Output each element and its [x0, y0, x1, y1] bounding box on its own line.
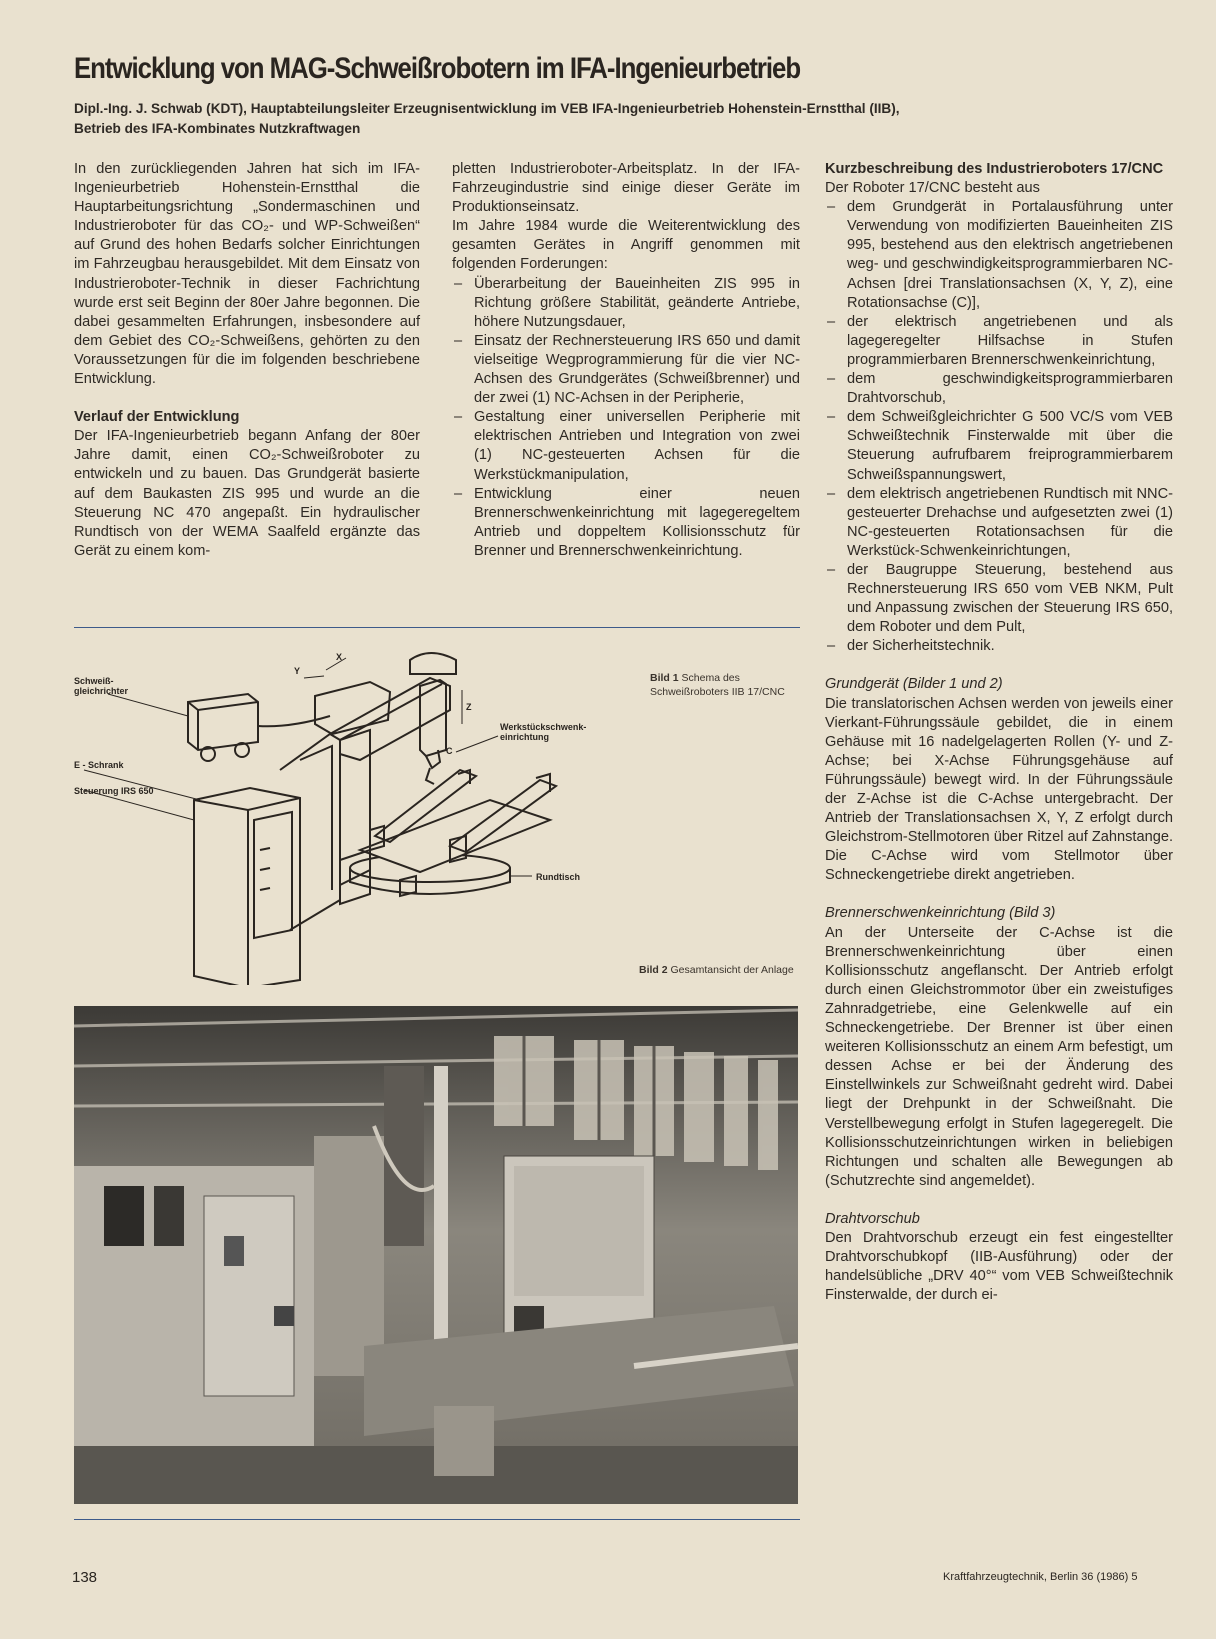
- robot-schematic-drawing: [70, 650, 810, 985]
- list-item: – Gestaltung einer universellen Peripherie mit elektrischen Antrieben und Integration von zwei (1) NC-gesteuerten Achsen für die Werkstückmanipulation,: [452, 408, 800, 484]
- page-number: 138: [72, 1569, 98, 1586]
- column-2: [452, 160, 800, 561]
- author-block: [74, 99, 1134, 139]
- list-item: – dem Grundgerät in Portalausführung unter Verwendung von modifizierten Baueinheiten ZIS 995, bestehend aus den elektrisch angetriebenen weg- und geschwindigkeitsprogrammierbaren NC-Achsen [drei Translationsachsen (X, Y, Z), eine Rotationsachse (C)],: [825, 198, 1173, 313]
- column-3: [825, 160, 1173, 1305]
- requirements-list: [452, 275, 800, 561]
- author-line-2: Betrieb des IFA-Kombinates Nutzkraftwagen: [74, 121, 361, 136]
- label-gleichrichter: [74, 676, 128, 696]
- figure1-caption-text: Schema des Schweißroboters IIB 17/CNC: [650, 672, 785, 698]
- article-title: Entwicklung von MAG-Schweißrobotern im IFA-Ingenieurbetrieb: [74, 52, 801, 85]
- subheading-brennerschwenk: Brennerschwenkeinrichtung (Bild 3): [825, 905, 1056, 922]
- list-item: – der elektrisch angetriebenen und als lagegeregelter Hilfsachse in Stufen programmierbaren Brennerschwenkeinrichtung,: [825, 313, 1173, 370]
- verlauf-paragraph: Der IFA-Ingenieurbetrieb begann Anfang der 80er Jahre damit, einen CO₂-Schweißroboter zu entwickeln und zu bauen. Das Grundgerät basierte auf dem Baukasten ZIS 995 und wurde an die Steuerung NC 470 angepaßt. Ein hydraulischer Rundtisch von der WEMA Saalfeld ergänzte das Gerät zu einem kom-: [74, 428, 420, 559]
- figure2-caption: [639, 963, 799, 977]
- label-rundtisch: Rundtisch: [536, 872, 580, 882]
- label-gleichrichter-line-2: gleichrichter: [74, 686, 129, 696]
- col2-paragraph-1: pletten Industrieroboter-Arbeitsplatz. In der IFA-Fahrzeugindustrie sind einige dieser Geräte im Produktionseinsatz.: [452, 161, 800, 216]
- label-werkstueckschwenk: [500, 722, 586, 742]
- label-werkstueck-line-2: einrichtung: [500, 732, 549, 742]
- label-gleichrichter-line-1: Schweiß-: [74, 676, 114, 686]
- list-item: – Einsatz der Rechnersteuerung IRS 650 und damit vielseitige Wegprogrammierung für die vier NC-Achsen des Grundgerätes (Schweißbrenner) und der zwei (1) NC-Achsen in der Peripherie,: [452, 332, 800, 408]
- divider-top: [74, 627, 800, 628]
- list-item: – Entwicklung einer neuen Brennerschwenkeinrichtung mit lagegeregeltem Antrieb und doppeltem Kollisionsschutz für Brenner und Brennerschwenkeinrichtung.: [452, 485, 800, 561]
- figure1-caption-label: Bild 1: [650, 672, 679, 684]
- list-item: – dem geschwindigkeitsprogrammierbaren Drahtvorschub,: [825, 370, 1173, 408]
- list-item: – der Baugruppe Steuerung, bestehend aus Rechnersteuerung IRS 650 vom VEB NKM, Pult und Anpassung zwischen der Steuerung IRS 650, dem Roboter und dem Pult,: [825, 561, 1173, 637]
- intro-paragraph: In den zurückliegenden Jahren hat sich im IFA-Ingenieurbetrieb Hohenstein-Ernstthal die Hauptarbeitungsrichtung „Sondermaschinen und Industrieroboter für das CO₂- und WP-Schweißen“ auf Grund des hohen Bedarfs solcher Einrichtungen im Fahrzeugbau herausgebildet. Mit dem Einsatz von Industrieroboter-Technik in dieser Fachrichtung wurde erst seit Beginn der 80er Jahre begonnen. Die dabei gesammelten Erfahrungen, insbesondere auf dem Gebiet des CO₂-Schweißens, gehörten zu den Voraussetzungen für die im folgenden beschriebene Entwicklung.: [74, 161, 420, 388]
- label-werkstueck-line-1: Werkstückschwenk-: [500, 722, 587, 732]
- section-heading-verlauf: Verlauf der Entwicklung: [74, 409, 240, 426]
- label-axis-c: C: [446, 746, 453, 756]
- journal-reference: Kraftfahrzeugtechnik, Berlin 36 (1986) 5: [943, 1571, 1138, 1583]
- label-axis-z: Z: [466, 702, 472, 712]
- figure1-caption: [650, 671, 800, 699]
- list-item: – dem Schweißgleichrichter G 500 VC/S vom VEB Schweißtechnik Finsterwalde mit über die Steuerung aufrufbarem freiprogrammierbarem Schweißspannungswert,: [825, 408, 1173, 484]
- column-1: [74, 160, 420, 561]
- list-item: – Überarbeitung der Baueinheiten ZIS 995 in Richtung größere Stabilität, geänderte Antriebe, höhere Nutzungsdauer,: [452, 275, 800, 332]
- factory-photo: [74, 1006, 798, 1504]
- divider-bottom: [74, 1519, 800, 1520]
- factory-photo-image: [74, 1006, 798, 1504]
- grundgeraet-paragraph: Die translatorischen Achsen werden von jeweils einer Vierkant-Führungssäule gebildet, die in einem Gehäuse mit 16 nadelgelagerten Rollen (Y- und Z-Achse; bei X-Achse Führungsgehäuse auf Führungssäule) bewegt wird. In der Führungssäule der Z-Achse ist die C-Achse untergebracht. Der Antrieb der Translationsachsen X, Y, Z erfolgt durch Gleichstrom-Stellmotoren über Ritzel auf Zahnstange. Die C-Achse wird vom Stellmotor über Schneckengetriebe direkt angetrieben.: [825, 695, 1173, 884]
- list-item: – der Sicherheitstechnik.: [825, 637, 1173, 656]
- col2-paragraph-2: Im Jahre 1984 wurde die Weiterentwicklung des gesamten Gerätes in Angriff genommen mit folgenden Forderungen:: [452, 218, 800, 273]
- figure2-caption-label: Bild 2: [639, 964, 668, 976]
- subheading-grundgeraet: Grundgerät (Bilder 1 und 2): [825, 676, 1003, 693]
- list-item: – dem elektrisch angetriebenen Rundtisch mit NNC-gesteuerter Drehachse und aufgesetzten zwei (1) NC-gesteuerten Rotationsachsen für die Werkstück-Schwenkeinrichtungen,: [825, 485, 1173, 561]
- components-list: [825, 198, 1173, 656]
- section-heading-kurzbeschreibung: Kurzbeschreibung des Industrieroboters 17/CNC: [825, 161, 1164, 177]
- col3-lead: Der Roboter 17/CNC besteht aus: [825, 180, 1040, 197]
- label-axis-y: Y: [294, 666, 301, 676]
- drahtvorschub-paragraph: Den Drahtvorschub erzeugt ein fest eingestellter Drahtvorschubkopf (IIB-Ausführung) oder der handelsübliche „DRV 40°“ vom VEB Schweißtechnik Finsterwalde, der durch ei-: [825, 1229, 1173, 1304]
- robot-schematic-figure: [70, 650, 810, 985]
- label-e-schrank: E - Schrank: [74, 760, 124, 770]
- label-axis-x: X: [336, 652, 343, 662]
- author-line-1: Dipl.-Ing. J. Schwab (KDT), Hauptabteilungsleiter Erzeugnisentwicklung im VEB IFA-Ingenieurbetrieb Hohenstein-Ernstthal (IIB),: [74, 101, 900, 116]
- figure2-caption-text: Gesamtansicht der Anlage: [670, 964, 794, 976]
- brennerschwenk-paragraph: An der Unterseite der C-Achse ist die Brennerschwenkeinrichtung über einen Kollisionsschutz angeflanscht. Der Antrieb erfolgt durch einen Gleichstrommotor über ein zweistufiges Zahnradgetriebe, eine Gelenkwelle auf ein Schneckengetriebe. Der Brenner ist über einen weiteren Kollisionsschutz an einem Arm befestigt, um dessen Achse er bei der Änderung des Einstellwinkels zur Schweißnaht gedreht wird. Dabei liegt der Drehpunkt in der Schweißnaht. Die Verstellbewegung erfolgt in Stufen lagegeregelt. Die Kollisionsschutzeinrichtungen wirken in beliebigen Richtungen und schalten alle Bewegungen ab (Schutzrechte sind angemeldet).: [825, 924, 1173, 1189]
- label-steuerung: Steuerung IRS 650: [74, 786, 154, 796]
- subheading-drahtvorschub: Drahtvorschub: [825, 1210, 920, 1227]
